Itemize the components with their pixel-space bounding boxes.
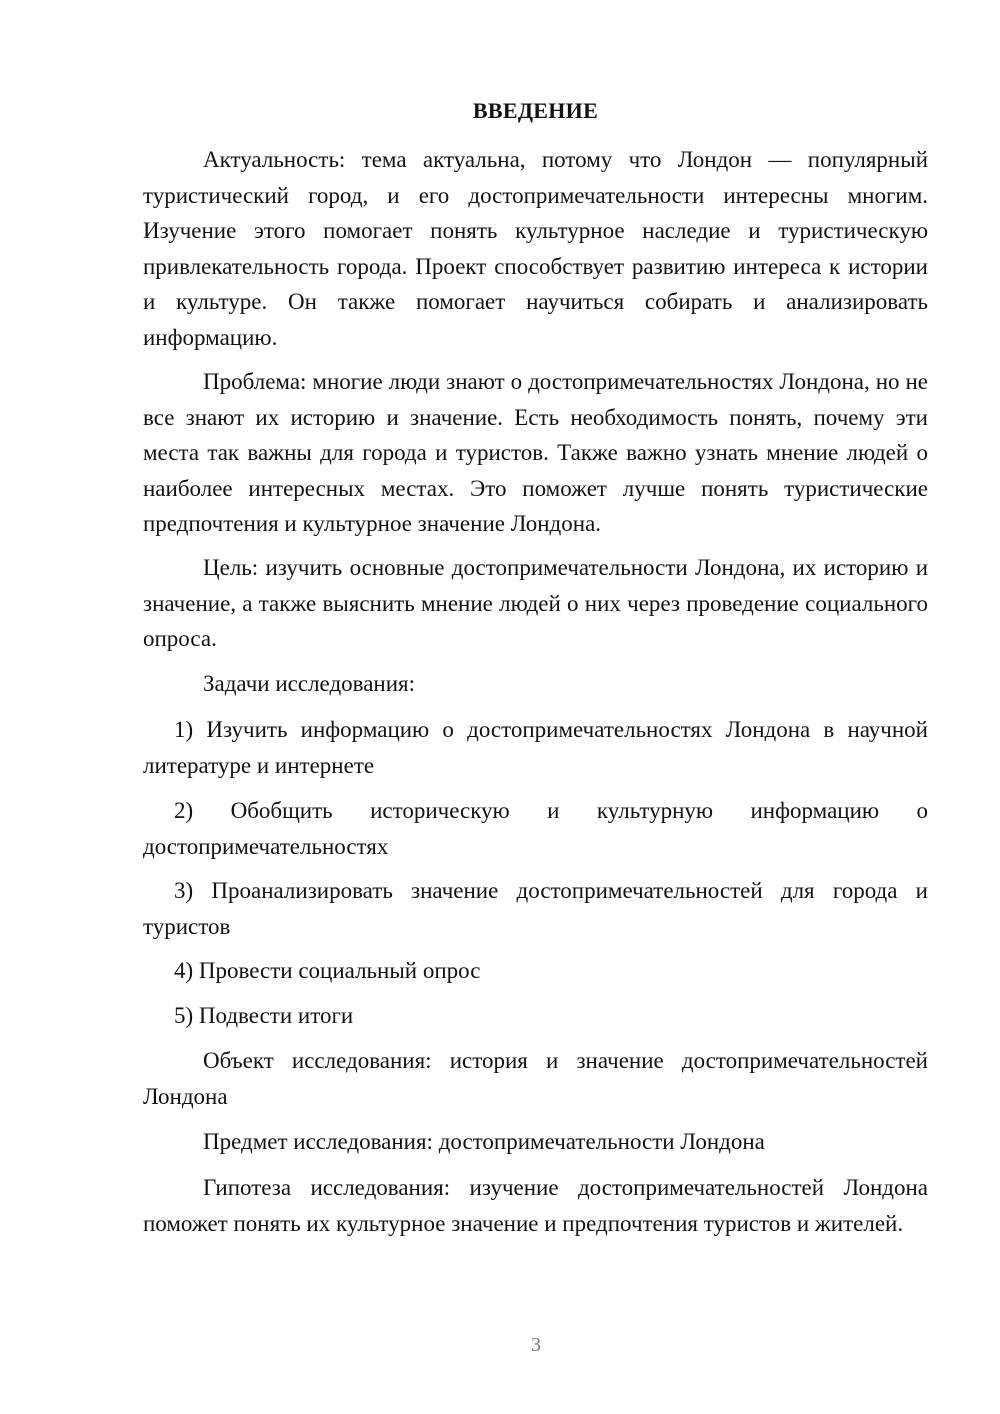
paragraph-relevance: Актуальность: тема актуальна, потому что Лондон — популярный туристический город, и его достопримечательности интересны многим. Изучение этого помогает понять культурное наследие и туристическую привлекательность города. Проект способствует развитию интереса к истории и культуре. Он также помогает научиться собирать и анализировать информацию. — [143, 147, 928, 350]
paragraph-problem: Проблема: многие люди знают о достопримечательностях Лондона, но не все знают их историю и значение. Есть необходимость понять, почему эти места так важны для города и туристов. Также важно узнать мнение людей о наиболее интересных местах. Это поможет лучше понять туристические предпочтения и культурное значение Лондона. — [143, 369, 928, 536]
page-number: 3 — [531, 1334, 541, 1356]
paragraph-object: Объект исследования: история и значение достопримечательностей Лондона — [143, 1048, 928, 1109]
paragraph-goal: Цель: изучить основные достопримечательности Лондона, их историю и значение, а также выяснить мнение людей о них через проведение социального опроса. — [143, 555, 928, 651]
page-title: ВВЕДЕНИЕ — [472, 98, 599, 123]
task-item-3: 3) Проанализировать значение достопримечательностей для города и туристов — [143, 878, 928, 939]
task-item-4: 4) Провести социальный опрос — [174, 958, 481, 983]
task-item-1: 1) Изучить информацию о достопримечательностях Лондона в научной литературе и интернете — [143, 717, 928, 778]
task-item-5: 5) Подвести итоги — [174, 1003, 354, 1028]
task-item-2: 2) Обобщить историческую и культурную информацию о достопримечательностях — [143, 798, 928, 859]
paragraph-subject: Предмет исследования: достопримечательности Лондона — [203, 1129, 765, 1154]
paragraph-hypothesis: Гипотеза исследования: изучение достопримечательностей Лондона поможет понять их культурное значение и предпочтения туристов и жителей. — [143, 1175, 928, 1236]
paragraph-tasks-heading: Задачи исследования: — [203, 671, 416, 696]
